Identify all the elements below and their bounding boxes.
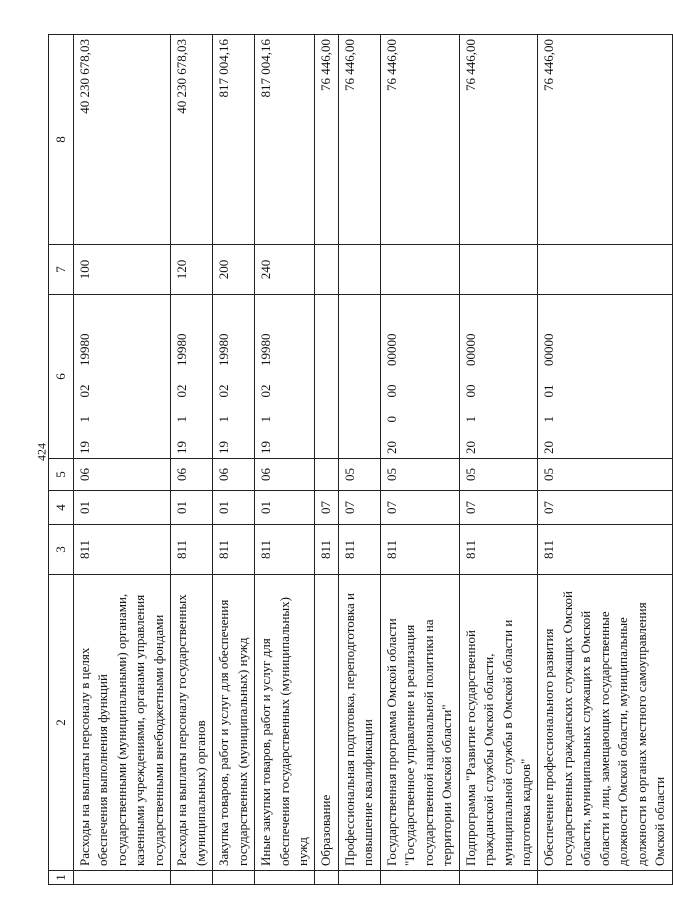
cell-index (315, 871, 338, 885)
cell-description: Иные закупки товаров, работ и услуг для обеспечения государственных (муниципальных) нужд (255, 575, 315, 871)
cell-amount: 817 004,16 (213, 35, 255, 245)
cell-target-article: 19 1 02 19980 (171, 295, 213, 459)
cell-ministry-code: 811 (315, 525, 338, 575)
cell-ministry-code: 811 (380, 525, 459, 575)
cell-subsection-code: 06 (74, 459, 171, 491)
cell-ministry-code: 811 (171, 525, 213, 575)
cell-amount: 40 230 678,03 (171, 35, 213, 245)
cell-index (213, 871, 255, 885)
table-row (538, 35, 672, 885)
cell-expense-type (315, 245, 338, 295)
cell-expense-type: 240 (255, 245, 315, 295)
cell-target-article (315, 295, 338, 459)
cell-ministry-code: 811 (338, 525, 380, 575)
cell-section-code: 07 (459, 491, 538, 525)
cell-ministry-code: 811 (538, 525, 672, 575)
cell-index (74, 871, 171, 885)
table-row (255, 35, 315, 885)
cell-ministry-code: 811 (459, 525, 538, 575)
cell-expense-type (538, 245, 672, 295)
cell-description: Расходы на выплаты персоналу в целях обеспечения выполнения функций государственными (муниципальными) органами, казенными учреждениями, органами управления государственными внебюджетными фондами (74, 575, 171, 871)
column-header: 1 (49, 871, 74, 885)
cell-section-code: 07 (538, 491, 672, 525)
table-body (74, 35, 673, 885)
cell-target-article: 19 1 02 19980 (255, 295, 315, 459)
cell-expense-type (338, 245, 380, 295)
table-row (213, 35, 255, 885)
cell-description: Государственная программа Омской области "Государственное управление и реализация государственной национальной политики на территории Омской области" (380, 575, 459, 871)
column-header: 3 (49, 525, 74, 575)
cell-section-code: 07 (338, 491, 380, 525)
cell-section-code: 01 (255, 491, 315, 525)
column-header: 7 (49, 245, 74, 295)
cell-subsection-code: 06 (171, 459, 213, 491)
cell-amount: 40 230 678,03 (74, 35, 171, 245)
cell-amount: 817 004,16 (255, 35, 315, 245)
cell-expense-type: 120 (171, 245, 213, 295)
cell-section-code: 01 (213, 491, 255, 525)
cell-description: Закупка товаров, работ и услуг для обеспечения государственных (муниципальных) нужд (213, 575, 255, 871)
cell-subsection-code: 05 (538, 459, 672, 491)
cell-target-article (338, 295, 380, 459)
cell-subsection-code (315, 459, 338, 491)
cell-index (171, 871, 213, 885)
cell-target-article: 19 1 02 19980 (213, 295, 255, 459)
table-row (459, 35, 538, 885)
cell-target-article: 20 1 00 00000 (459, 295, 538, 459)
cell-description: Обеспечение профессионального развития государственных гражданских служащих Омской области, муниципальных служащих в Омской области и лиц, замещающих государственные должности Омской области, муниципальные должности в органах местного самоуправления Омской области (538, 575, 672, 871)
cell-amount: 76 446,00 (380, 35, 459, 245)
cell-expense-type: 100 (74, 245, 171, 295)
cell-ministry-code: 811 (213, 525, 255, 575)
cell-amount: 76 446,00 (315, 35, 338, 245)
cell-expense-type (459, 245, 538, 295)
cell-ministry-code: 811 (255, 525, 315, 575)
cell-target-article: 20 0 00 00000 (380, 295, 459, 459)
cell-index (459, 871, 538, 885)
cell-index (380, 871, 459, 885)
cell-index (538, 871, 672, 885)
cell-index (255, 871, 315, 885)
column-number-row (49, 35, 74, 885)
rotated-table-container (48, 35, 668, 885)
page-number: 424 (34, 443, 49, 461)
column-header: 4 (49, 491, 74, 525)
cell-subsection-code: 05 (459, 459, 538, 491)
cell-expense-type (380, 245, 459, 295)
table-row (171, 35, 213, 885)
table-row (315, 35, 338, 885)
table-row (74, 35, 171, 885)
cell-description: Профессиональная подготовка, переподготовка и повышение квалификации (338, 575, 380, 871)
cell-ministry-code: 811 (74, 525, 171, 575)
cell-subsection-code: 05 (338, 459, 380, 491)
cell-section-code: 01 (171, 491, 213, 525)
cell-description: Расходы на выплаты персоналу государственных (муниципальных) органов (171, 575, 213, 871)
column-header: 8 (49, 35, 74, 245)
cell-amount: 76 446,00 (338, 35, 380, 245)
cell-expense-type: 200 (213, 245, 255, 295)
cell-description: Образование (315, 575, 338, 871)
cell-amount: 76 446,00 (459, 35, 538, 245)
cell-subsection-code: 06 (255, 459, 315, 491)
table-row (338, 35, 380, 885)
cell-index (338, 871, 380, 885)
column-header: 2 (49, 575, 74, 871)
column-header: 6 (49, 295, 74, 459)
cell-section-code: 01 (74, 491, 171, 525)
cell-amount: 76 446,00 (538, 35, 672, 245)
cell-description: Подпрограмма "Развитие государственной гражданской службы Омской области, муниципальной службы в Омской области и подготовка кадров" (459, 575, 538, 871)
cell-section-code: 07 (315, 491, 338, 525)
budget-table (48, 34, 673, 885)
cell-section-code: 07 (380, 491, 459, 525)
table-row (380, 35, 459, 885)
cell-subsection-code: 05 (380, 459, 459, 491)
cell-subsection-code: 06 (213, 459, 255, 491)
column-header: 5 (49, 459, 74, 491)
cell-target-article: 20 1 01 00000 (538, 295, 672, 459)
cell-target-article: 19 1 02 19980 (74, 295, 171, 459)
